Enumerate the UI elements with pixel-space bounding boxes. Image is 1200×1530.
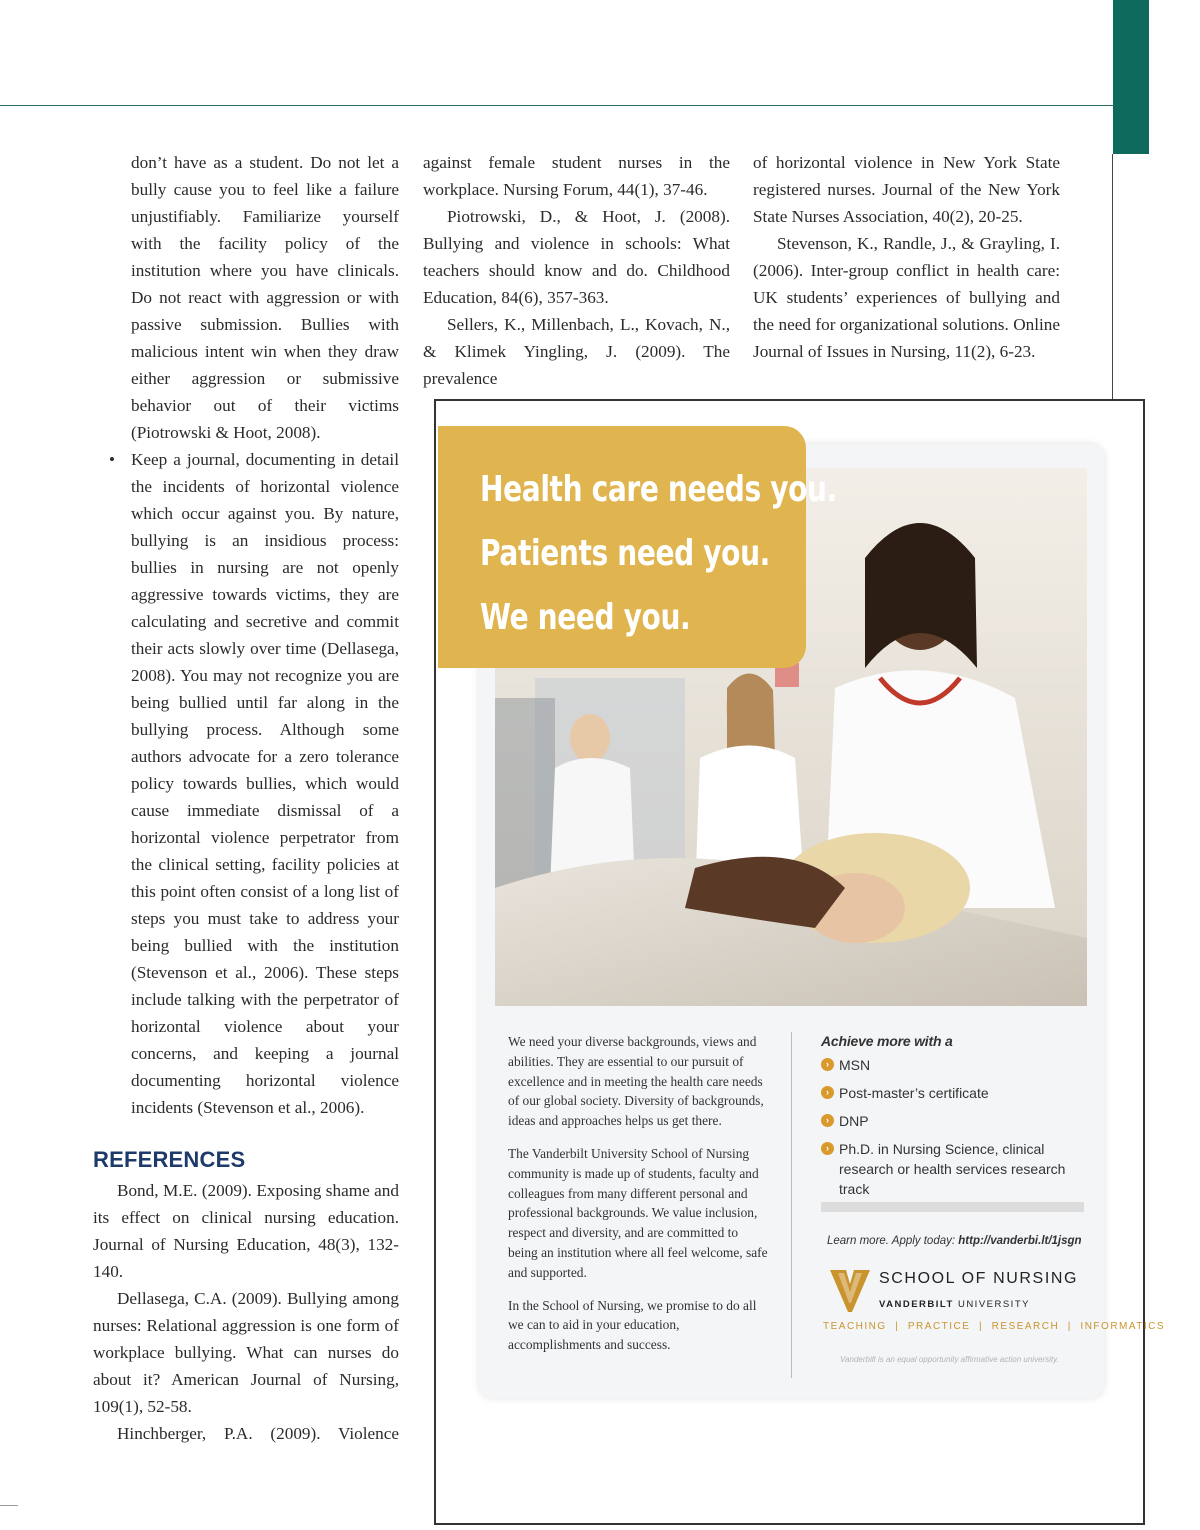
school-pillars: TEACHING | PRACTICE | RESEARCH | INFORMATICS	[823, 1321, 1166, 1332]
references-middle	[423, 149, 730, 392]
ad-body-text	[508, 1032, 770, 1368]
references-left	[93, 1177, 399, 1447]
ad-divider	[791, 1032, 792, 1378]
section-tab-bar	[1113, 0, 1149, 154]
apply-link[interactable]: http://vanderbi.lt/1jsgn	[958, 1235, 1082, 1247]
chevron-right-icon: ›	[821, 1086, 834, 1099]
programs-panel	[821, 1033, 1091, 1207]
reference-entry: Sellers, K., Millenbach, L., Kovach, N., & Klimek Yingling, J. (2009). The prevalence	[423, 315, 730, 388]
chevron-right-icon: ›	[821, 1142, 834, 1155]
ad-paragraph: We need your diverse backgrounds, views and abilities. They are essential to our pursuit of excellence and in meeting the health care needs of our global society. Diversity of backgrounds, ideas and approaches helps us get there.	[508, 1034, 764, 1129]
references-right	[753, 149, 1060, 365]
reference-entry: Stevenson, K., Randle, J., & Grayling, I. (2006). Inter-group conflict in health care: UK students’ experiences of bullying and the need for organizational solutions. Online Journal of Issues in Nursing, 11(2), 6-23.	[753, 234, 1060, 361]
article-paragraph: don’t have as a student. Do not let a bully cause you to feel like a failure unjustifiably. Familiarize yourself with the facility policy of the institution where you have clinicals. Do not react with aggression or with passive submission. Bullies with malicious intent win when they draw either aggression or submissive behavior out of their victims (Piotrowski & Hoot, 2008).	[131, 153, 399, 442]
bullet-icon: •	[109, 450, 115, 469]
program-item: › MSN	[821, 1055, 1091, 1075]
chevron-right-icon: ›	[821, 1114, 834, 1127]
footer-mark	[0, 1505, 18, 1506]
reference-entry: Bond, M.E. (2009). Exposing shame and its effect on clinical nursing education. Journal of Nursing Education, 48(3), 132-140.	[93, 1181, 399, 1281]
program-list	[821, 1055, 1091, 1199]
ad-paragraph: In the School of Nursing, we promise to do all we can to aid in your education, accomplishments and success.	[508, 1297, 757, 1353]
reference-entry: against female student nurses in the workplace. Nursing Forum, 44(1), 37-46.	[423, 153, 730, 199]
headline-line: Health care needs you.	[480, 469, 837, 510]
eeo-statement: Vanderbilt is an equal opportunity affirmative action university.	[840, 1355, 1059, 1364]
header-rule	[0, 105, 1113, 106]
reference-entry: of horizontal violence in New York State registered nurses. Journal of the New York State Nurses Association, 40(2), 20-25.	[753, 153, 1060, 226]
vanderbilt-logo-icon	[830, 1270, 870, 1317]
program-item: › DNP	[821, 1111, 1091, 1131]
bullet-list-item	[109, 446, 399, 1121]
chevron-right-icon: ›	[821, 1058, 834, 1071]
program-item: › Post-master’s certificate	[821, 1083, 1091, 1103]
reference-entry: Hinchberger, P.A. (2009). Violence	[117, 1424, 399, 1443]
program-item: › Ph.D. in Nursing Science, clinical research or health services research track	[821, 1139, 1091, 1199]
university-name: VANDERBILT UNIVERSITY	[879, 1299, 1030, 1310]
ad-separator-strip	[821, 1202, 1084, 1212]
bullet-text: Keep a journal, documenting in detail the incidents of horizontal violence which occur against you. By nature, bullying is an insidious process: bullies in nursing are not openly aggressive towards victims, they are calculating and secretive and commit their acts slowly over time (Dellasega, 2008). You may not recognize you are being bullied until far along in the bullying process. Although some authors advocate for a zero tolerance policy towards bullies, which would cause immediate dismissal of a horizontal violence perpetrator from the clinical setting, facility policies at this point often consist of a long list of steps you must take to address your being bullied with the institution (Stevenson et al., 2006). These steps include talking with the perpetrator of horizontal violence about your concerns, and keeping a journal documenting horizontal violence incidents (Stevenson et al., 2006).	[131, 450, 399, 1117]
headline-line: Patients need you.	[480, 533, 770, 574]
references-heading: REFERENCES	[93, 1147, 246, 1172]
column-rule	[1112, 154, 1113, 400]
reference-entry: Piotrowski, D., & Hoot, J. (2008). Bullying and violence in schools: What teachers should know and do. Childhood Education, 84(6), 357-363.	[423, 207, 730, 307]
ad-headline	[480, 458, 837, 650]
article-left-column	[109, 149, 399, 1121]
headline-line: We need you.	[480, 597, 691, 638]
reference-entry: Dellasega, C.A. (2009). Bullying among nurses: Relational aggression is one form of workplace bullying. What can nurses do about it? American Journal of Nursing, 109(1), 52-58.	[93, 1289, 399, 1416]
ad-paragraph: The Vanderbilt University School of Nursing community is made up of students, faculty and colleagues from many different personal and professional backgrounds. We value inclusion, respect and diversity, and are committed to being an institution where all feel welcome, safe and supported.	[508, 1145, 768, 1280]
achieve-heading: Achieve more with a	[821, 1033, 953, 1049]
school-name: SCHOOL OF NURSING	[879, 1270, 1079, 1287]
learn-more-line: Learn more. Apply today: http://vanderbi.lt/1jsgn	[827, 1235, 1082, 1247]
